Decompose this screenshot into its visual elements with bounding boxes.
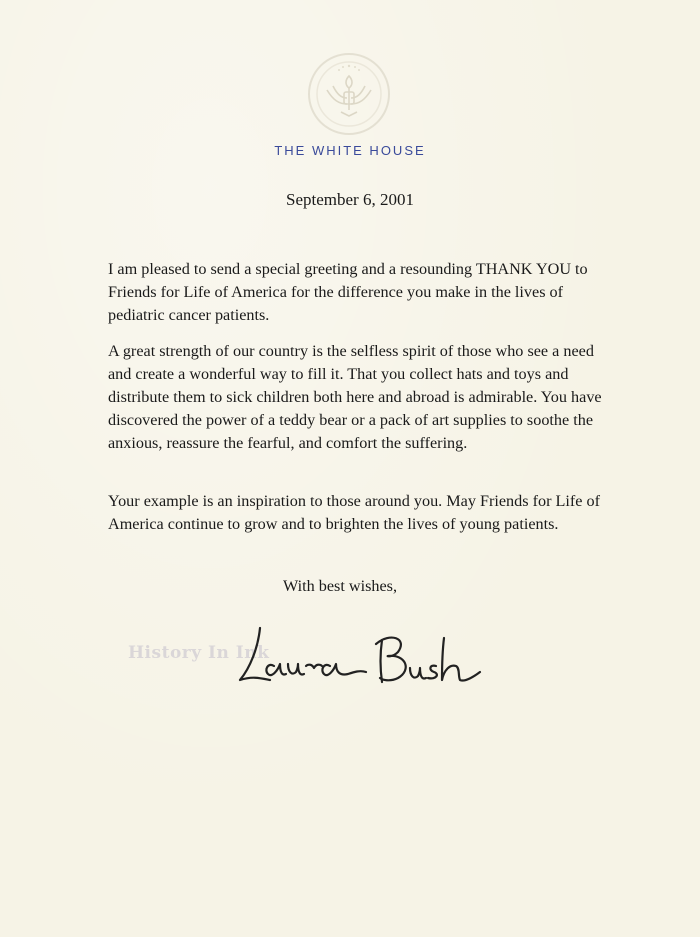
letter-closing: With best wishes, [283,577,397,595]
watermark-text: History In Ink [128,643,270,663]
presidential-seal-icon [307,52,391,136]
letterhead-title: THE WHITE HOUSE [274,143,426,158]
letter-paragraph-2: A great strength of our country is the selfless spirit of those who see a need and create a wonderful way to fill it. That you collect hats and toys and distribute them to sick children both here and abroad is admirable. You have discovered the power of a teddy bear or a pack of art supplies to soothe the anxious, reassure the fearful, and comfort the suffering. [108,342,602,452]
handwritten-signature [230,618,500,698]
letter-paragraph-1: I am pleased to send a special greeting and a resounding THANK YOU to Friends for Life of America for the difference you make in the lives of pediatric cancer patients. [108,260,588,324]
letter-paragraph-3: Your example is an inspiration to those around you. May Friends for Life of America continue to grow and to brighten the lives of young patients. [108,492,600,533]
letter-date: September 6, 2001 [286,190,414,209]
